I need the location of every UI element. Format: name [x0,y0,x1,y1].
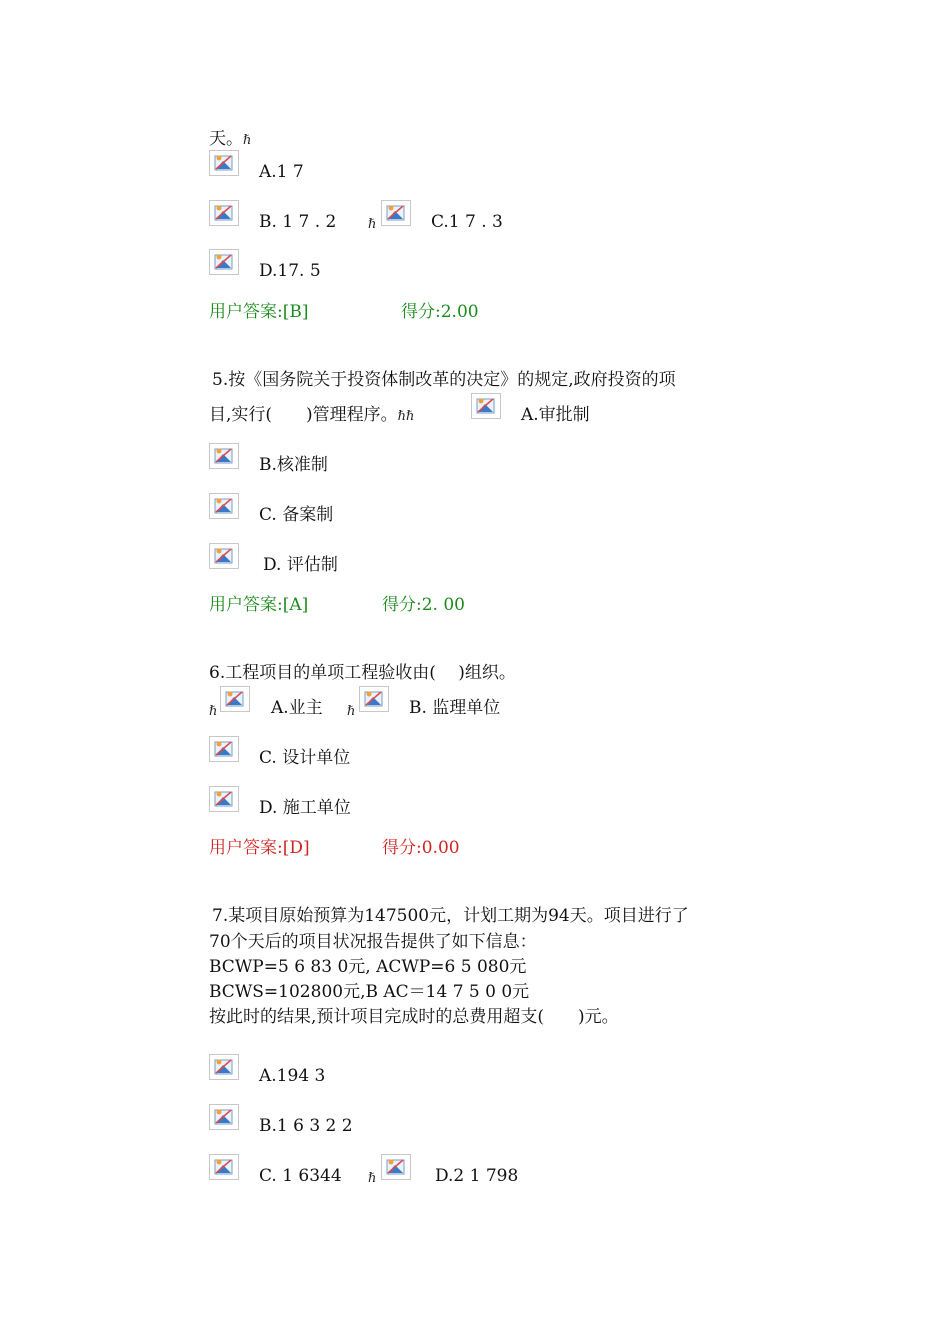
radio-q5-c-icon[interactable] [209,493,239,519]
q6-stem: 6.工程项目的单项工程验收由( )组织。 [209,663,516,683]
radio-q7-b-icon[interactable] [209,1104,239,1130]
q7-stem-line4: BCWS=102800元,B AC＝14 7 5 0 0元 [209,982,530,1002]
q7-stem-line2: 70个天后的项目状况报告提供了如下信息： [209,932,537,952]
paragraph-mark: ℏ [209,704,218,719]
q6-option-a[interactable]: A.业主 [271,698,323,718]
q6-user-answer: 用户答案:[D] [209,838,310,858]
radio-q7-d-icon[interactable] [381,1154,411,1180]
radio-q7-c-icon[interactable] [209,1154,239,1180]
radio-q5-b-icon[interactable] [209,443,239,469]
q5-user-answer: 用户答案:[A] [209,595,309,615]
q5-option-c[interactable]: C. 备案制 [259,505,334,525]
q4-option-b[interactable]: B. 1 7 . 2 [259,212,337,232]
q4-option-d[interactable]: D.17. 5 [259,261,321,281]
q7-option-a[interactable]: A.194 3 [259,1066,326,1086]
q5-option-a[interactable]: A.审批制 [521,405,590,425]
q7-stem-line1: 7.某项目原始预算为147500元，计划工期为94天。项目进行了 [212,906,689,926]
paragraph-mark: ℏ [368,217,377,232]
q4-user-answer: 用户答案:[B] [209,302,309,322]
radio-q7-a-icon[interactable] [209,1054,239,1080]
q4-stem-tail [209,128,251,152]
q5-stem-line2 [209,404,414,428]
q6-score: 得分:0.00 [382,838,460,858]
q5-option-d[interactable]: D. 评估制 [263,555,338,575]
q7-stem-line3: BCWP=5 6 83 0元, ACWP=6 5 080元 [209,957,527,977]
q5-stem-line2-text: 目,实行( )管理程序。 [209,405,398,425]
radio-q5-a-icon[interactable] [471,393,501,419]
q4-option-a[interactable]: A.1 7 [259,162,304,182]
q7-option-b[interactable]: B.1 6 3 2 2 [259,1116,353,1136]
q4-tail-text: 天。 [209,129,243,149]
q6-option-b[interactable]: B. 监理单位 [409,698,501,718]
radio-q6-d-icon[interactable] [209,786,239,812]
q6-option-d[interactable]: D. 施工单位 [259,798,351,818]
radio-q6-a-icon[interactable] [220,686,250,712]
q6-option-c[interactable]: C. 设计单位 [259,748,351,768]
q7-stem-line5: 按此时的结果,预计项目完成时的总费用超支( )元。 [209,1007,619,1027]
q4-score: 得分:2.00 [401,302,479,322]
q4-option-c[interactable]: C.1 7 . 3 [431,212,503,232]
radio-q6-b-icon[interactable] [359,686,389,712]
paragraph-mark: ℏ [243,133,252,148]
q7-option-c[interactable]: C. 1 6344 [259,1166,342,1186]
q5-stem-line1: 5.按《国务院关于投资体制改革的决定》的规定,政府投资的项 [212,370,676,390]
q5-score: 得分:2. 00 [382,595,465,615]
radio-q5-d-icon[interactable] [209,543,239,569]
radio-q4-c-icon[interactable] [381,200,411,226]
paragraph-mark: ℏ [368,1171,377,1186]
radio-q4-a-icon[interactable] [209,150,239,176]
radio-q6-c-icon[interactable] [209,736,239,762]
q5-option-b[interactable]: B.核准制 [259,455,328,475]
radio-q4-d-icon[interactable] [209,249,239,275]
paragraph-mark: ℏ [347,704,356,719]
q7-option-d[interactable]: D.2 1 798 [435,1166,519,1186]
paragraph-mark: ℏℏ [397,409,415,424]
radio-q4-b-icon[interactable] [209,200,239,226]
